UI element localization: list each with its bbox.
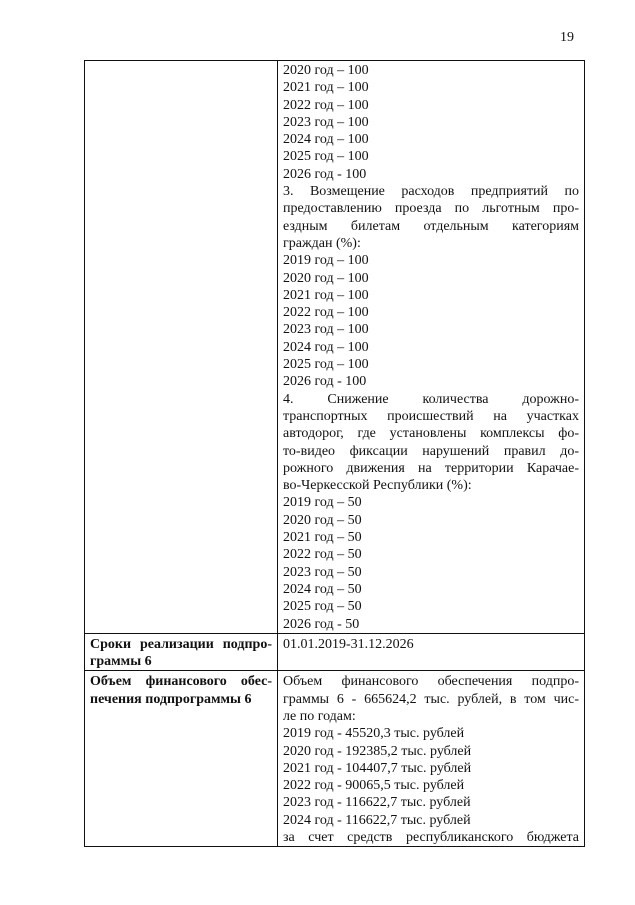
funding-year-line: 2022 год - 90065,5 тыс. рублей (283, 778, 465, 794)
period-value: 01.01.2019-31.12.2026 (283, 636, 414, 652)
year-line: 2020 год – 100 (283, 270, 369, 286)
funding-intro: ле по годам: (283, 708, 356, 724)
indicator-4-text: автодорог, где установлены комплексы фо- (283, 426, 579, 442)
funding-label: Объем финансового обес- (90, 674, 272, 690)
year-line: 2025 год – 50 (283, 599, 362, 615)
indicator-3-text: предоставлению проезда по льготным про- (283, 201, 579, 217)
year-line: 2024 год – 100 (283, 132, 369, 148)
indicator-4-text: во-Черкесской Республики (%): (283, 478, 472, 494)
year-line: 2022 год – 50 (283, 547, 362, 563)
year-line: 2025 год – 100 (283, 149, 369, 165)
table-row-funding (85, 671, 585, 847)
page-number: 19 (560, 30, 574, 45)
year-line: 2023 год – 100 (283, 114, 369, 130)
funding-year-line: 2024 год - 116622,7 тыс. рублей (283, 812, 471, 828)
funding-year-line: 2019 год - 45520,3 тыс. рублей (283, 726, 465, 742)
year-line: 2020 год – 100 (283, 63, 369, 78)
period-label-cell (85, 633, 278, 671)
period-label: Сроки реализации подпро- (90, 636, 272, 652)
indicator-4-text: 4. Снижение количества дорожно- (283, 391, 579, 407)
period-label: граммы 6 (90, 654, 152, 670)
year-line: 2022 год – 100 (283, 305, 369, 321)
indicator-3-text: ездным билетам отдельным категориям (283, 218, 579, 234)
subprogram-passport-table (84, 60, 585, 847)
funding-source: за счет средств республиканского бюджета (283, 830, 579, 846)
year-line: 2021 год – 50 (283, 530, 362, 546)
year-line: 2019 год – 50 (283, 495, 362, 511)
year-line: 2026 год - 100 (283, 374, 367, 390)
year-line: 2024 год – 50 (283, 581, 362, 597)
indicator-4-text: рожного движения на территории Карачае- (283, 460, 579, 476)
year-line: 2021 год – 100 (283, 287, 369, 303)
year-line: 2021 год – 100 (283, 80, 369, 96)
funding-label-cell (85, 671, 278, 847)
indicator-4-text: то-видео фиксации нарушений правил до- (283, 443, 579, 459)
funding-year-line: 2020 год - 192385,2 тыс. рублей (283, 743, 472, 759)
year-line: 2025 год – 100 (283, 357, 369, 373)
year-line: 2023 год – 50 (283, 564, 362, 580)
year-line: 2023 год – 100 (283, 322, 369, 338)
empty-label-cell (85, 61, 278, 634)
table-row-indicators (85, 61, 585, 634)
indicators-cell (278, 61, 585, 634)
funding-year-line: 2023 год - 116622,7 тыс. рублей (283, 795, 471, 811)
funding-label: печения подпрограммы 6 (90, 691, 252, 707)
funding-intro: Объем финансового обеспечения подпро- (283, 674, 579, 690)
year-line: 2026 год - 50 (283, 616, 360, 632)
year-line: 2020 год – 50 (283, 512, 362, 528)
funding-intro: граммы 6 - 665624,2 тыс. рублей, в том чис- (283, 691, 579, 707)
funding-value-cell (278, 671, 585, 847)
year-line: 2022 год – 100 (283, 97, 369, 113)
period-value-cell (278, 633, 585, 671)
year-line: 2026 год - 100 (283, 166, 367, 182)
table-row-period (85, 633, 585, 671)
year-line: 2019 год – 100 (283, 253, 369, 269)
indicator-3-text: 3. Возмещение расходов предприятий по (283, 184, 579, 200)
year-line: 2024 год – 100 (283, 339, 369, 355)
indicator-4-text: транспортных происшествий на участках (283, 408, 579, 424)
indicator-3-text: граждан (%): (283, 235, 361, 251)
funding-year-line: 2021 год - 104407,7 тыс. рублей (283, 760, 472, 776)
